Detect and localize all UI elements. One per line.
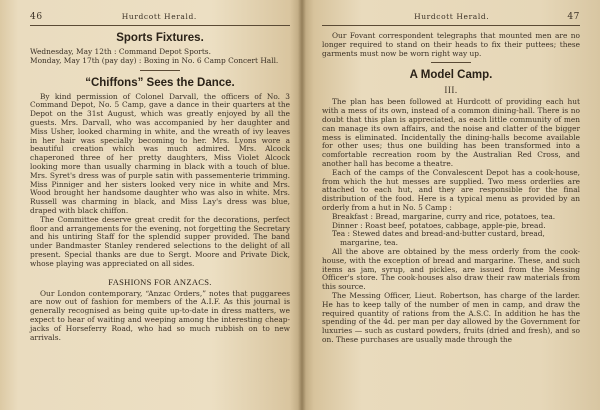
model-camp-paragraph-4: The Messing Officer, Lieut. Robertson, has charge of the larder. He has to keep tally of the number of men in camp, and draw the required quantity of rations from the A.S.C. In addition he has the spending of the 4d. per man per day allowed by the Government for luxuries — such as custard powders, fruits (dried and fresh), and so on. These purchases are usually made through the [322, 290, 580, 344]
fashions-article [30, 277, 290, 343]
section-divider [431, 62, 471, 63]
chiffons-paragraph-1: By kind permission of Colonel Darvall, the officers of No. 3 Command Depot, No. 5 Camp, gave a dance in their quarters at the Depot on the 31st August, which was greatly enjoyed by all the guests. Mrs. Darvall, who was accompanied by her daughter and Miss Usher, looked charming in white, and the wreath of ivy leaves in her hair was specially becoming to her. Mrs. Lyons wore a beautiful creation which was much admired. Mrs. Alcock chaperoned three of her pretty daughters, Miss Violet Alcock looking more than usually charming in black with a touch of blue. Mrs. Syret's dress was of purple satin with passementerie trimming. Miss Pinniger and her sisters looked very nice in white and Mrs. Wood brought her handsome daughter who was also in white. Mrs. Russell was charming in black, and Miss Lay's dress was blue, draped with black chiffon. [30, 91, 290, 215]
menu-breakfast: Breakfast : Bread, margarine, curry and rice, potatoes, tea. [332, 211, 556, 221]
model-camp-paragraph-3: All the above are obtained by the mess orderly from the cook-house, with the exception of bread and margarine. These, and such items as jam, syrup, and pickles, are issued from the Messing Officer's store. The cook-houses also draw their raw materials from this source. [322, 246, 580, 292]
section-divider [140, 70, 180, 71]
chiffons-paragraph-2: The Committee deserve great credit for the decorations, perfect floor and arrangements for the evening, not forgetting the Secretary and his untiring Staff for the splendid supper provided. The band under Bandmaster Stanley rendered selections to the delight of all present. Special thanks are due to Sergt. Moore and Private Dick, whose playing was appreciated on all sides. [30, 214, 290, 268]
fashions-paragraph: Our London contemporary, “Anzac Orders,” notes that puggarees are now out of fashion for members of the A.I.F. As this journal is generally recognised as being quite up-to-date in dress matters, we expect to hear of waiting and weeping among the interesting cheap-jacks of Horseferry Road, who had so much rubbish on to new arrivals. [30, 288, 290, 342]
model-camp-title: A Model Camp. [409, 69, 493, 82]
menu-dinner: Dinner : Roast beef, potatoes, cabbage, apple-pie, bread. [332, 220, 546, 230]
left-running-title: Hurdcott Herald. [121, 12, 197, 21]
fixture-line-2: Monday, May 17th (pay day) : Boxing in No. 6 Camp Concert Hall. [30, 55, 279, 65]
model-camp-paragraph-1: The plan has been followed at Hurdcott of providing each hut with a mess of its own, instead of a common dining-hall. There is no doubt that this plan is appreciated, as each little community of men can manage its own affairs, and the noise and clatter of the bigger mess is eliminated. Incidentally the dining-halls become available for other uses; thus one building has been transformed into a comfortable recreation room by the Australian Red Cross, and another hall has become a theatre. [322, 97, 580, 168]
model-camp-part: III. [444, 85, 458, 96]
right-page [302, 0, 600, 410]
right-running-head [322, 12, 580, 26]
menu-tea: Tea : Stewed dates and bread-and-butter custard, bread, margarine, tea. [332, 229, 545, 248]
fashions-title: FASHIONS FOR ANZACS. [108, 276, 212, 287]
book-gutter [298, 0, 306, 410]
right-running-title: Hurdcott Herald. [414, 12, 490, 21]
sports-fixtures-title: Sports Fixtures. [116, 32, 204, 44]
chiffons-article [30, 77, 290, 269]
fixture-line-1: Wednesday, May 12th : Command Depot Sports. [30, 47, 211, 56]
right-page-number: 47 [567, 12, 580, 22]
sports-fixtures-section [30, 32, 290, 66]
left-running-head [30, 12, 290, 26]
model-camp-article [322, 69, 580, 344]
left-page-number: 46 [30, 12, 43, 22]
chiffons-title: “Chiffons” Sees the Dance. [85, 76, 235, 89]
fovant-note: Our Fovant correspondent telegraphs that mounted men are no longer required to stand on their heads to fix their puttees; these garments must now be worn right way up. [322, 31, 580, 58]
model-camp-paragraph-2: Each of the camps of the Convalescent Depot has a cook-house, from which the hut messes are supplied. Two mess orderlies are attached to each hut, and they are responsible for the final distribution of the food. Here is a typical menu as provided by an orderly from a hut in No. 5 Camp : [322, 167, 580, 212]
